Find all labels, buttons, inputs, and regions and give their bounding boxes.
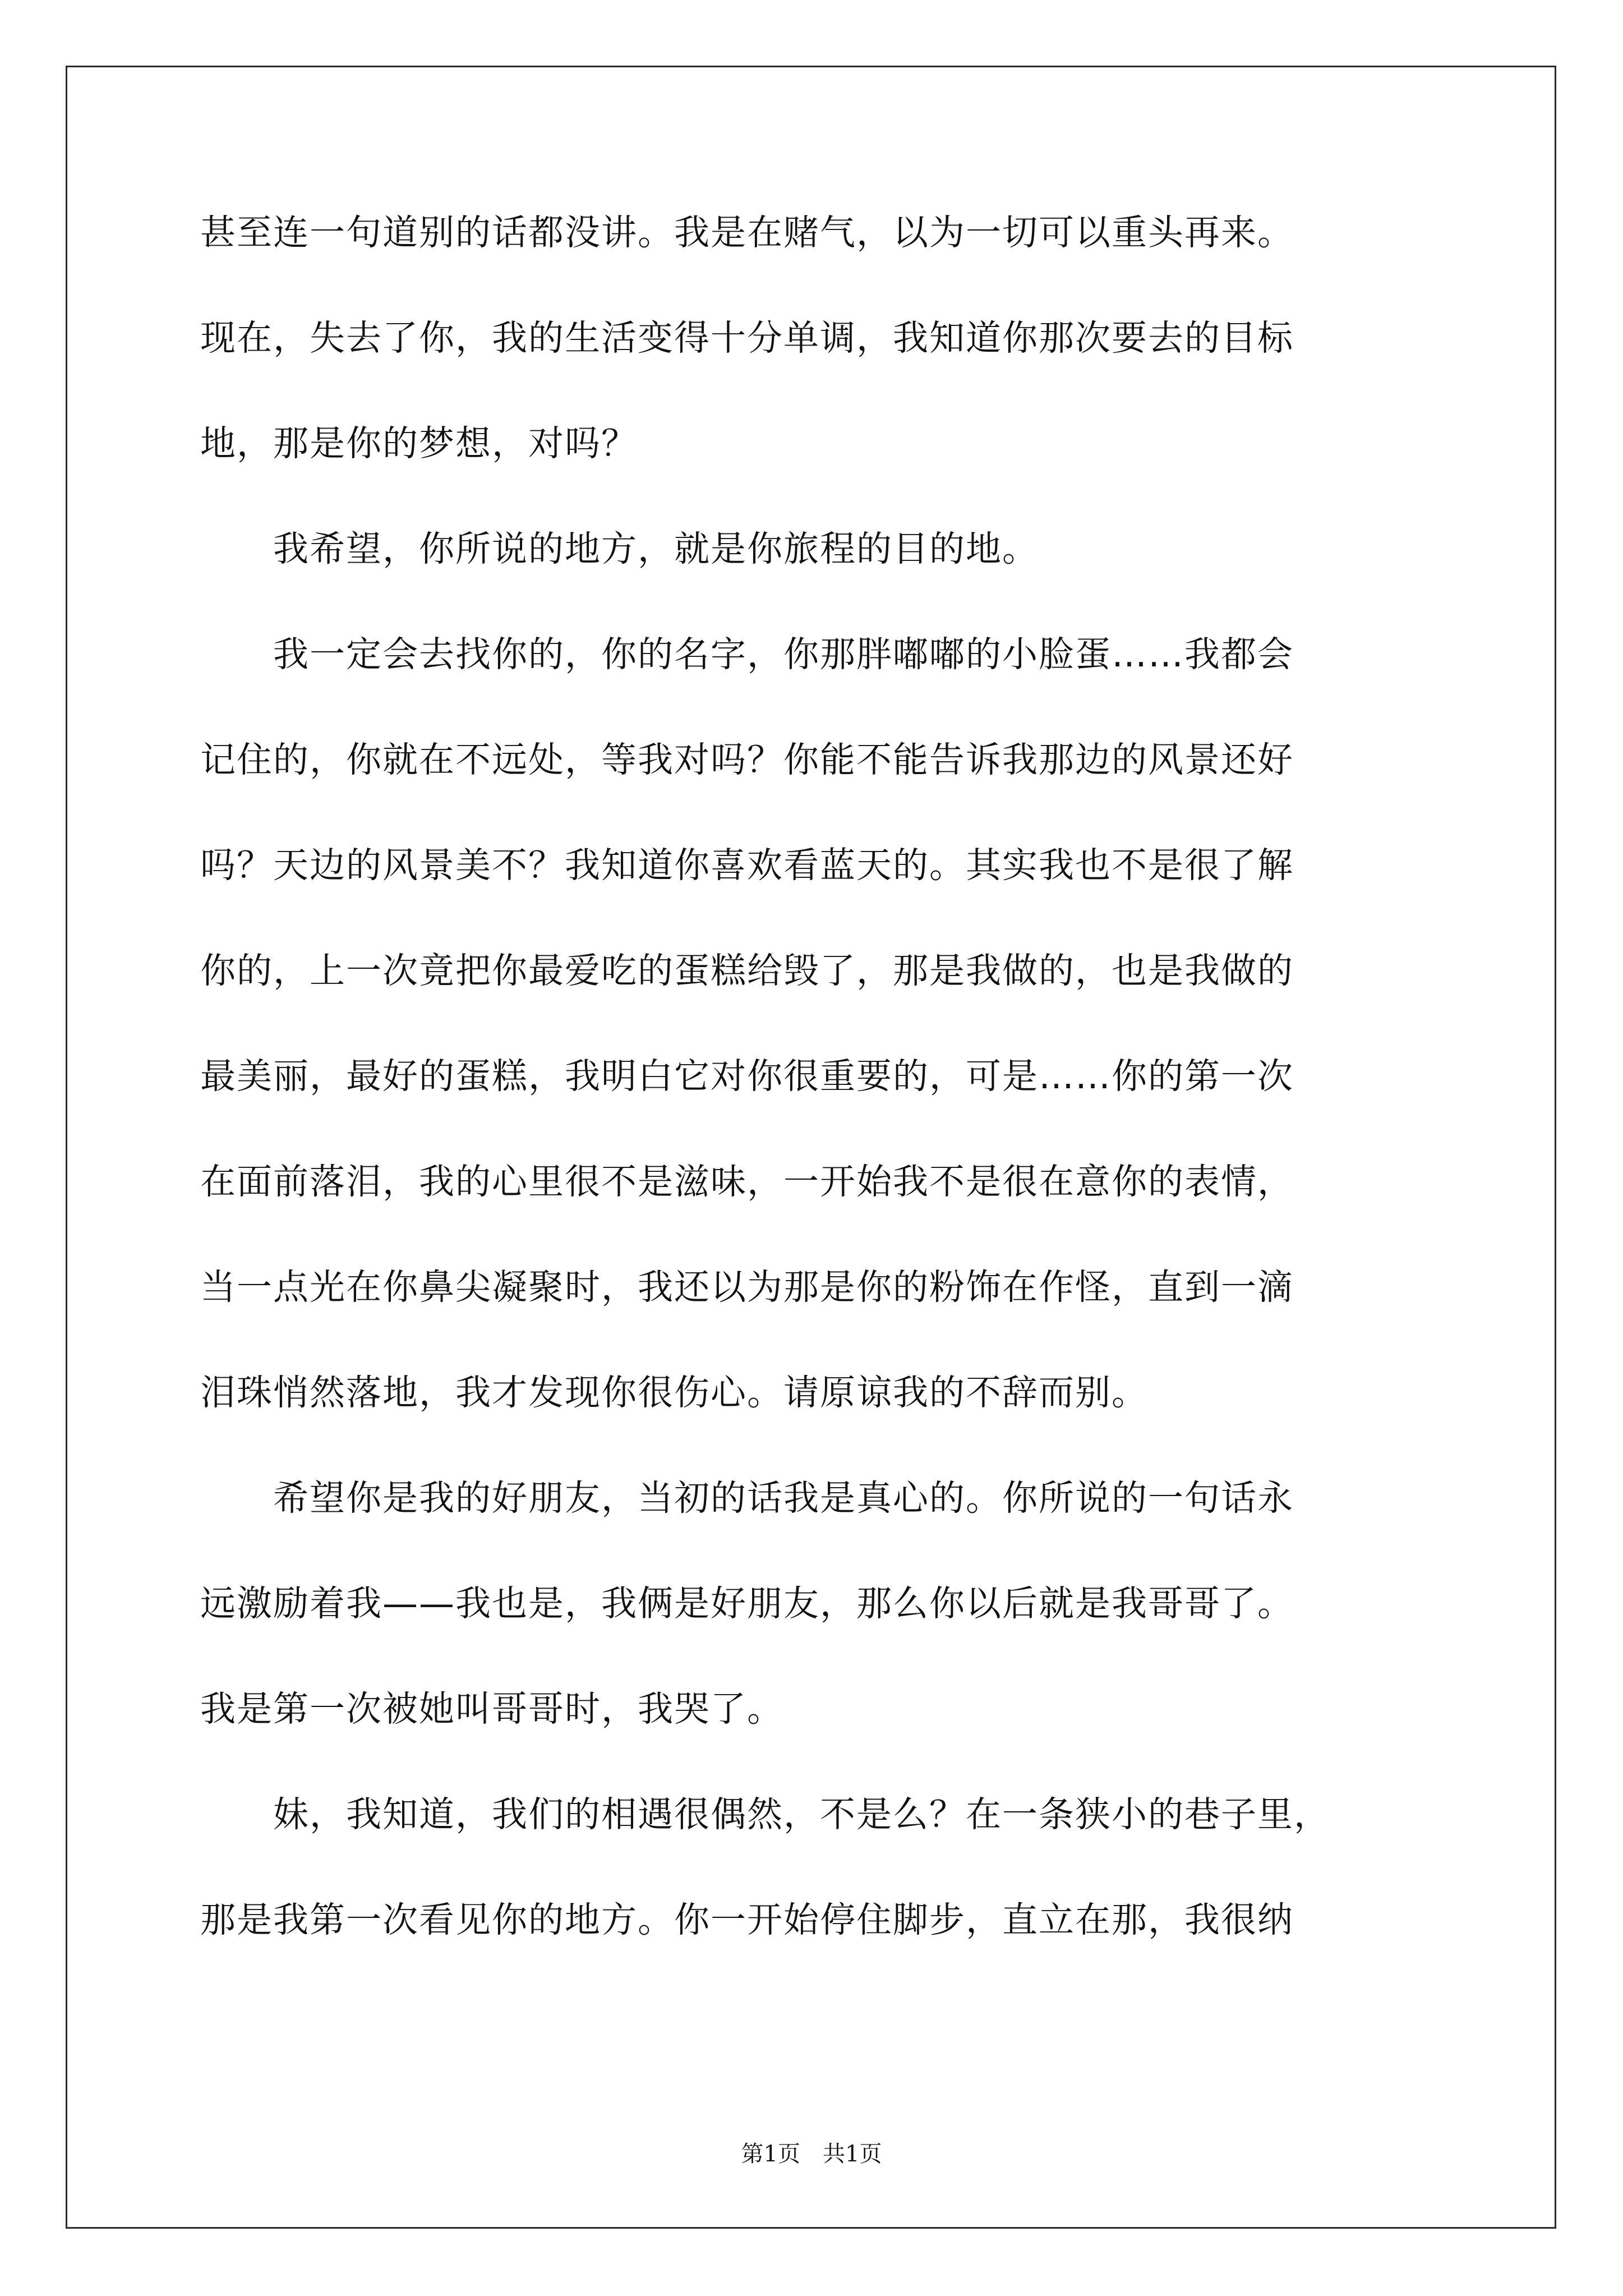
text-line: 希望你是我的好朋友，当初的话我是真心的。你所说的一句话永 — [200, 1478, 1294, 1519]
text-line: 甚至连一句道别的话都没讲。我是在赌气，以为一切可以重头再来。 — [200, 212, 1294, 253]
text-line: 记住的，你就在不远处，等我对吗？你能不能告诉我那边的风景还好 — [200, 739, 1294, 780]
text-line: 我是第一次被她叫哥哥时，我哭了。 — [200, 1688, 783, 1729]
text-line: 我一定会去找你的，你的名字，你那胖嘟嘟的小脸蛋……我都会 — [200, 634, 1294, 675]
text-line: 最美丽，最好的蛋糕，我明白它对你很重要的，可是……你的第一次 — [200, 1056, 1294, 1097]
text-line: 远激励着我——我也是，我俩是好朋友，那么你以后就是我哥哥了。 — [200, 1583, 1294, 1624]
page-number-footer: 第1页 共1页 — [741, 2141, 882, 2167]
text-line: 吗？天边的风景美不？我知道你喜欢看蓝天的。其实我也不是很了解 — [200, 845, 1294, 886]
text-line: 现在，失去了你，我的生活变得十分单调，我知道你那次要去的目标 — [200, 318, 1294, 358]
text-line: 那是我第一次看见你的地方。你一开始停住脚步，直立在那，我很纳 — [200, 1899, 1294, 1940]
text-line: 妹，我知道，我们的相遇很偶然，不是么？在一条狭小的巷子里， — [200, 1794, 1330, 1835]
text-line: 地，那是你的梦想，对吗？ — [200, 423, 638, 464]
text-line: 当一点光在你鼻尖凝聚时，我还以为那是你的粉饰在作怪，直到一滴 — [200, 1267, 1294, 1308]
text-line: 我希望，你所说的地方，就是你旅程的目的地。 — [200, 528, 1039, 569]
text-line: 泪珠悄然落地，我才发现你很伤心。请原谅我的不辞而别。 — [200, 1372, 1148, 1413]
text-line: 你的，上一次竟把你最爱吃的蛋糕给毁了，那是我做的，也是我做的 — [200, 950, 1294, 991]
text-line: 在面前落泪，我的心里很不是滋味，一开始我不是很在意你的表情， — [200, 1161, 1294, 1202]
